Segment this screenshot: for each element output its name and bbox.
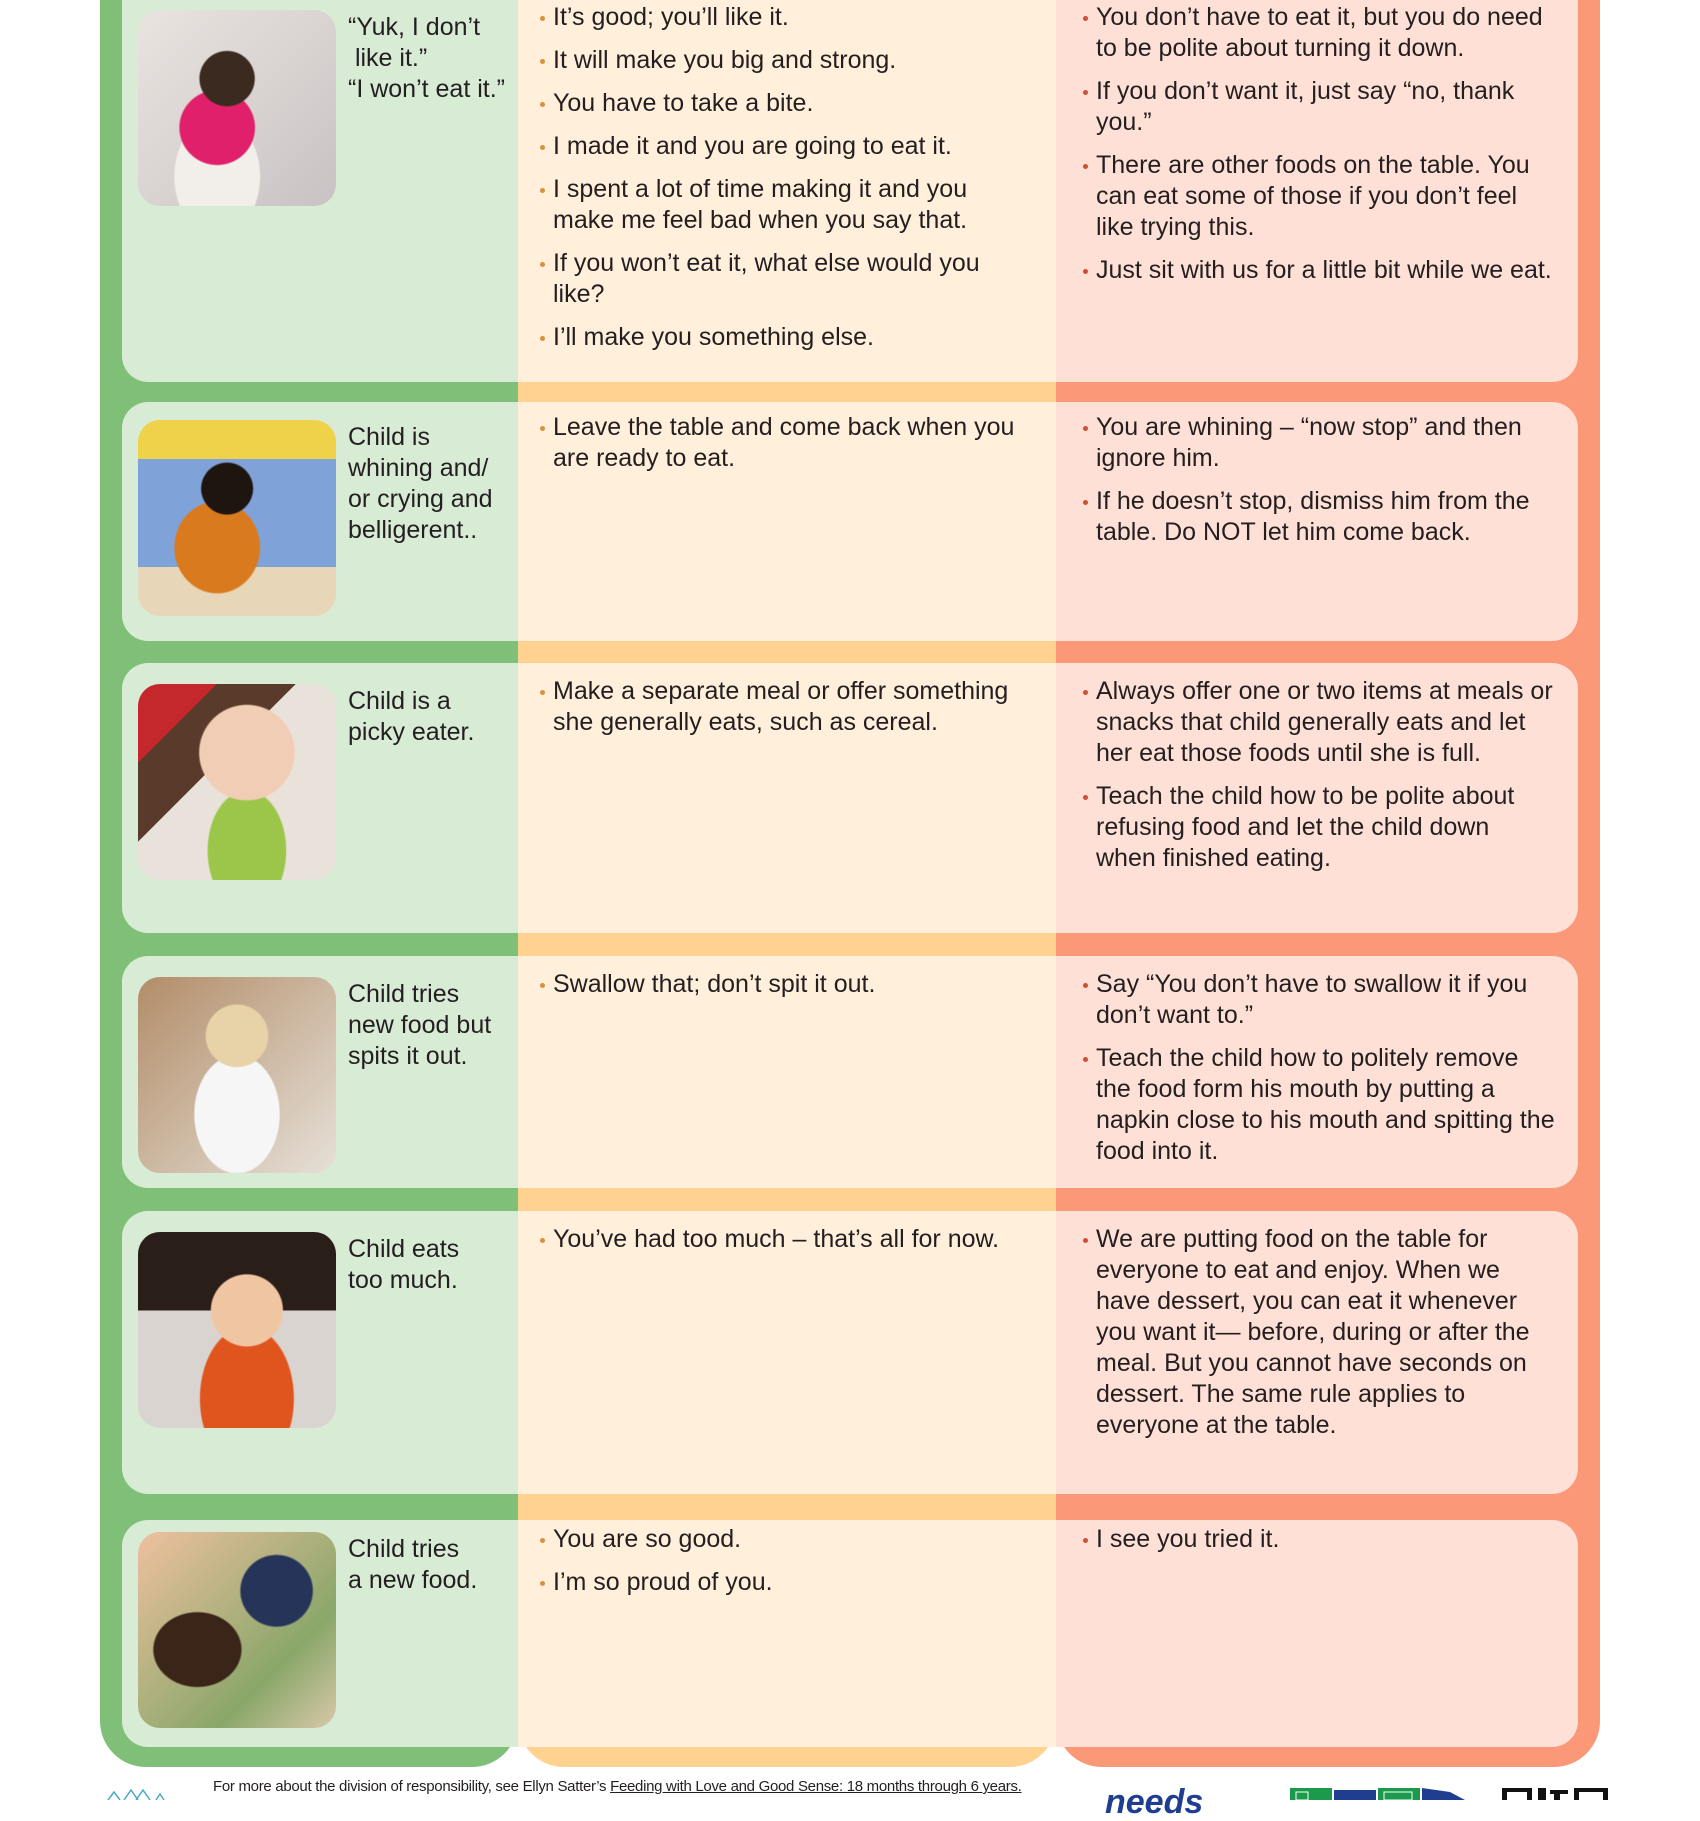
situation-line: spits it out.	[348, 1042, 468, 1070]
instead-of-item-text: I’ll make you something else.	[553, 323, 874, 351]
bullet-icon	[1083, 983, 1088, 988]
instead-of-item-text: I’m so proud of you.	[553, 1568, 773, 1596]
instead-of-item	[543, 88, 1023, 119]
instead-of-item-text: I spent a lot of time making it and you make me feel bad when you say that.	[553, 175, 968, 234]
instead-of-item	[543, 676, 1023, 738]
situation-cell	[122, 663, 518, 933]
try-saying-cell	[1056, 956, 1578, 1188]
try-saying-cell	[1056, 402, 1578, 641]
instead-of-item-text: You are so good.	[553, 1525, 742, 1553]
instead-of-cell-list	[543, 676, 1023, 750]
instead-of-cell	[518, 402, 1056, 641]
situation-line: belligerent..	[348, 516, 478, 544]
situation-cell	[122, 0, 518, 382]
situation-line: picky eater.	[348, 718, 475, 746]
try-saying-item-text: If he doesn’t stop, dismiss him from the table. Do NOT let him come back.	[1096, 487, 1530, 546]
try-saying-item	[1086, 781, 1556, 874]
footer-text-prefix: For more about the division of responsibility, see Ellyn Satter’s	[213, 1778, 611, 1795]
try-saying-item	[1086, 2, 1556, 64]
try-saying-item	[1086, 255, 1556, 286]
table-row	[122, 1520, 1578, 1747]
instead-of-item	[543, 412, 1023, 474]
instead-of-item	[543, 322, 1023, 353]
bullet-icon	[1083, 16, 1088, 21]
bullet-icon	[540, 690, 545, 695]
try-saying-item-text: I see you tried it.	[1096, 1525, 1280, 1553]
try-saying-cell	[1056, 0, 1578, 382]
try-saying-cell-list	[1086, 1524, 1556, 1567]
bullet-icon	[540, 1238, 545, 1243]
bullet-icon	[540, 188, 545, 193]
picky-eater-photo	[138, 684, 336, 880]
try-saying-item-text: Teach the child how to be polite about refusing food and let the child down when finished eating.	[1096, 782, 1515, 872]
try-saying-cell-list	[1086, 412, 1556, 560]
bullet-icon	[540, 102, 545, 107]
try-saying-cell	[1056, 1211, 1578, 1494]
situation-line: Child tries	[348, 980, 460, 1008]
bullet-icon	[1083, 1538, 1088, 1543]
bullet-icon	[540, 983, 545, 988]
try-saying-item-text: We are putting food on the table for everyone to eat and enjoy. When we have dessert, you can eat it whenever you want it— before, during or after the meal. But you cannot have seconds on dessert. The same rule applies to everyone at the table.	[1096, 1225, 1530, 1439]
bullet-icon	[540, 426, 545, 431]
instead-of-item	[543, 1567, 1023, 1598]
bullet-icon	[540, 1538, 545, 1543]
try-saying-item-text: If you don’t want it, just say “no, thank you.”	[1096, 77, 1515, 136]
child-spitting-food-photo	[138, 977, 336, 1173]
situation-cell	[122, 1520, 518, 1747]
bullet-icon	[1083, 90, 1088, 95]
bullet-icon	[540, 262, 545, 267]
situation-cell	[122, 1211, 518, 1494]
table-row	[122, 0, 1578, 382]
child-refusing-food-photo	[138, 10, 336, 206]
try-saying-item	[1086, 486, 1556, 548]
instead-of-item	[543, 2, 1023, 33]
bullet-icon	[1083, 426, 1088, 431]
child-trying-new-food-photo	[138, 1532, 336, 1728]
instead-of-item-text: You’ve had too much – that’s all for now.	[553, 1225, 1000, 1253]
bullet-icon	[1083, 269, 1088, 274]
instead-of-cell	[518, 663, 1056, 933]
instead-of-item-text: I made it and you are going to eat it.	[553, 132, 952, 160]
situation-line: Child is	[348, 423, 430, 451]
needs-logo: needs	[1105, 1783, 1204, 1821]
bullet-icon	[1083, 500, 1088, 505]
bullet-icon	[1083, 690, 1088, 695]
try-saying-cell-list	[1086, 2, 1556, 298]
bullet-icon	[1083, 1057, 1088, 1062]
instead-of-cell	[518, 956, 1056, 1188]
instead-of-cell-list	[543, 1524, 1023, 1610]
instead-of-item	[543, 131, 1023, 162]
try-saying-item-text: Always offer one or two items at meals or snacks that child generally eats and let her eat those foods until she is full.	[1096, 677, 1553, 767]
table-row	[122, 663, 1578, 933]
situation-line: a new food.	[348, 1566, 478, 1594]
bullet-icon	[1083, 795, 1088, 800]
footer-reference	[213, 1778, 1022, 1795]
situation-line: or crying and	[348, 485, 493, 513]
situation-text	[348, 12, 508, 105]
instead-of-item-text: You have to take a bite.	[553, 89, 814, 117]
situation-cell	[122, 402, 518, 641]
bullet-icon	[540, 59, 545, 64]
instead-of-cell-list	[543, 1224, 1023, 1267]
situation-text	[348, 1534, 508, 1596]
try-saying-item-text: You don’t have to eat it, but you do need to be polite about turning it down.	[1096, 3, 1543, 62]
bullet-icon	[540, 145, 545, 150]
situation-text	[348, 1234, 508, 1296]
instead-of-item	[543, 1524, 1023, 1555]
bullet-icon	[540, 16, 545, 21]
instead-of-item	[543, 248, 1023, 310]
situation-line: Child is a	[348, 687, 451, 715]
instead-of-item-text: Swallow that; don’t spit it out.	[553, 970, 876, 998]
try-saying-item	[1086, 1224, 1556, 1441]
try-saying-item	[1086, 1524, 1556, 1555]
situation-cell	[122, 956, 518, 1188]
try-saying-item	[1086, 676, 1556, 769]
child-crying-at-table-photo	[138, 420, 336, 616]
try-saying-cell-list	[1086, 676, 1556, 886]
try-saying-cell	[1056, 1520, 1578, 1747]
try-saying-item	[1086, 969, 1556, 1031]
situation-line: Child tries	[348, 1535, 460, 1563]
try-saying-item-text: There are other foods on the table. You can eat some of those if you don’t feel like trying this.	[1096, 151, 1530, 241]
book-title-link[interactable]: Feeding with Love and Good Sense: 18 months through 6 years.	[610, 1778, 1022, 1795]
situation-text	[348, 979, 508, 1072]
situation-line: “Yuk, I don’t	[348, 13, 481, 41]
table-row	[122, 956, 1578, 1188]
instead-of-item	[543, 45, 1023, 76]
instead-of-item-text: It’s good; you’ll like it.	[553, 3, 789, 31]
instead-of-cell-list	[543, 412, 1023, 486]
situation-line: like it.”	[348, 44, 428, 72]
instead-of-item	[543, 174, 1023, 236]
try-saying-cell	[1056, 663, 1578, 933]
bullet-icon	[1083, 1238, 1088, 1243]
try-saying-cell-list	[1086, 969, 1556, 1179]
try-saying-cell-list	[1086, 1224, 1556, 1453]
water-drops-logo-icon	[100, 1788, 170, 1800]
try-saying-item	[1086, 76, 1556, 138]
try-saying-item-text: You are whining – “now stop” and then ignore him.	[1096, 413, 1522, 472]
partner-logo-icon	[1290, 1786, 1465, 1800]
bullet-icon	[540, 336, 545, 341]
instead-of-cell	[518, 0, 1056, 382]
situation-line: “I won’t eat it.”	[348, 75, 505, 103]
table-row	[122, 1211, 1578, 1494]
try-saying-item	[1086, 1043, 1556, 1167]
instead-of-item	[543, 969, 1023, 1000]
instead-of-cell-list	[543, 969, 1023, 1012]
situation-line: whining and/	[348, 454, 489, 482]
situation-line: new food but	[348, 1011, 492, 1039]
child-eating-spaghetti-photo	[138, 1232, 336, 1428]
situation-line: too much.	[348, 1266, 458, 1294]
situation-text	[348, 422, 508, 546]
instead-of-cell-list	[543, 2, 1023, 365]
instead-of-cell	[518, 1211, 1056, 1494]
instead-of-item-text: Make a separate meal or offer something she generally eats, such as cereal.	[553, 677, 1009, 736]
try-saying-item	[1086, 412, 1556, 474]
bullet-icon	[540, 1581, 545, 1586]
instead-of-cell	[518, 1520, 1056, 1747]
instead-of-item-text: It will make you big and strong.	[553, 46, 897, 74]
situation-line: Child eats	[348, 1235, 460, 1263]
try-saying-item-text: Say “You don’t have to swallow it if you don’t want to.”	[1096, 970, 1528, 1029]
instead-of-item	[543, 1224, 1023, 1255]
try-saying-item	[1086, 150, 1556, 243]
instead-of-item-text: Leave the table and come back when you are ready to eat.	[553, 413, 1015, 472]
try-saying-item-text: Teach the child how to politely remove the food form his mouth by putting a napkin close to his mouth and spitting the food into it.	[1096, 1044, 1555, 1165]
bullet-icon	[1083, 164, 1088, 169]
table-row	[122, 402, 1578, 641]
situation-text	[348, 686, 508, 748]
try-saying-item-text: Just sit with us for a little bit while we eat.	[1096, 256, 1552, 284]
qr-code-icon	[1502, 1788, 1612, 1800]
instead-of-item-text: If you won’t eat it, what else would you like?	[553, 249, 980, 308]
